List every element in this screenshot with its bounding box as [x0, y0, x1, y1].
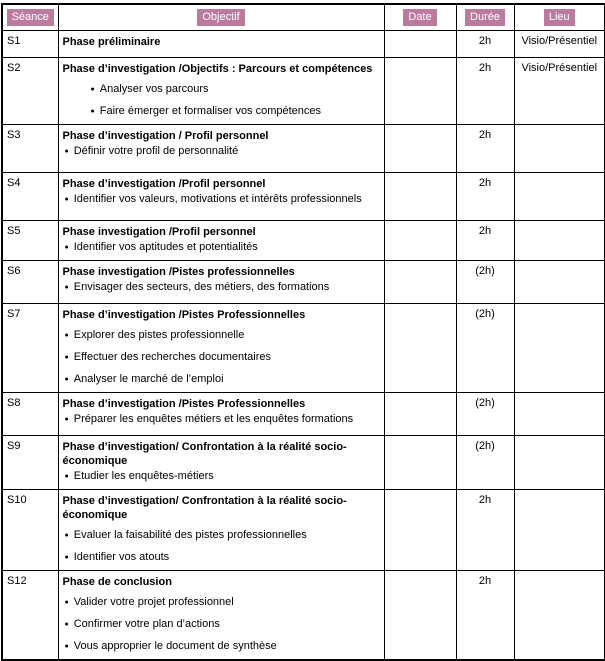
header-cell-lieu	[514, 4, 605, 30]
seance-cell	[2, 260, 58, 303]
objectif-cell	[58, 30, 384, 57]
bullet-icon: ●	[64, 472, 69, 480]
bullet-item	[65, 412, 380, 428]
lieu-cell	[514, 260, 605, 303]
objectif-cell	[58, 489, 384, 570]
table-row	[2, 172, 605, 220]
bullet-icon: ●	[64, 375, 69, 383]
date-cell	[384, 220, 456, 260]
bullet-text: Définir votre profil de personnalité	[73, 144, 239, 157]
objectif-bullets	[63, 280, 380, 296]
bullet-text: Valider votre projet professionnel	[73, 595, 234, 608]
lieu-cell	[514, 303, 605, 392]
lieu-cell	[514, 124, 605, 172]
date-cell	[384, 489, 456, 570]
seance-id: S7	[7, 307, 21, 320]
bullet-icon: ●	[64, 553, 69, 561]
header-label-seance: Séance	[7, 9, 54, 26]
objectif-bullets	[63, 240, 380, 256]
objectif-cell	[58, 570, 384, 660]
duree-cell: (2h)	[456, 303, 514, 392]
objectif-bullets	[63, 328, 380, 388]
bullet-item	[65, 469, 380, 485]
bullet-icon: ●	[64, 353, 69, 361]
bullet-text: Evaluer la faisabilité des pistes professionnelles	[73, 528, 307, 541]
duree-cell: 2h	[456, 489, 514, 570]
bullet-text: Identifier vos valeurs, motivations et intérêts professionnels	[73, 192, 362, 205]
table-row	[2, 392, 605, 435]
table-row	[2, 435, 605, 489]
bullet-text: Vous approprier le document de synthèse	[73, 639, 277, 652]
duree-cell: (2h)	[456, 435, 514, 489]
bullet-text: Analyser le marché de l’emploi	[73, 372, 224, 385]
date-cell	[384, 30, 456, 57]
seance-id: S3	[7, 128, 21, 141]
table-body	[2, 30, 605, 660]
seance-cell	[2, 435, 58, 489]
bullet-text: Identifier vos aptitudes et potentialités	[73, 240, 258, 253]
bullet-item	[65, 280, 380, 296]
seance-id: S1	[7, 34, 21, 47]
seance-id: S10	[7, 493, 27, 506]
table-row	[2, 124, 605, 172]
bullet-icon: ●	[64, 195, 69, 203]
bullet-item	[65, 350, 380, 366]
table-row	[2, 220, 605, 260]
objectif-cell	[58, 172, 384, 220]
bullet-item	[65, 595, 380, 611]
bullet-item	[65, 550, 380, 566]
bullet-icon: ●	[90, 85, 95, 93]
table-row	[2, 570, 605, 660]
lieu-cell	[514, 220, 605, 260]
lieu-cell	[514, 172, 605, 220]
objectif-cell	[58, 435, 384, 489]
objectif-bullets	[63, 192, 380, 208]
objectif-cell	[58, 392, 384, 435]
bullet-text: Analyser vos parcours	[99, 82, 209, 95]
bullet-icon: ●	[64, 620, 69, 628]
duree-cell: (2h)	[456, 392, 514, 435]
lieu-cell: Visio/Présentiel	[514, 57, 605, 124]
header-cell-date	[384, 4, 456, 30]
objectif-title: Phase d’investigation / Profil personnel	[62, 129, 269, 142]
bullet-icon: ●	[90, 107, 95, 115]
objectif-title: Phase d’investigation /Profil personnel	[62, 177, 266, 190]
objectif-cell	[58, 124, 384, 172]
duree-cell: 2h	[456, 124, 514, 172]
objectif-bullets	[63, 144, 380, 160]
table-header	[2, 4, 605, 30]
bullet-item	[65, 528, 380, 544]
duree-cell: (2h)	[456, 260, 514, 303]
bullet-icon: ●	[64, 642, 69, 650]
seance-id: S5	[7, 224, 21, 237]
bullet-text: Faire émerger et formaliser vos compétences	[99, 104, 322, 117]
lieu-cell	[514, 570, 605, 660]
objectif-title: Phase d’investigation /Pistes Professionnelles	[62, 397, 306, 410]
bullet-icon: ●	[64, 147, 69, 155]
header-cell-objectif	[58, 4, 384, 30]
date-cell	[384, 435, 456, 489]
bullet-icon: ●	[64, 243, 69, 251]
duree-cell: 2h	[456, 220, 514, 260]
seance-cell	[2, 303, 58, 392]
seance-cell	[2, 489, 58, 570]
objectif-bullets	[63, 469, 380, 485]
seance-cell	[2, 124, 58, 172]
date-cell	[384, 392, 456, 435]
seance-cell	[2, 220, 58, 260]
seance-cell	[2, 30, 58, 57]
lieu-cell	[514, 435, 605, 489]
bullet-text: Envisager des secteurs, des métiers, des formations	[73, 280, 330, 293]
header-row	[2, 4, 605, 30]
bullet-icon: ●	[64, 531, 69, 539]
bullet-text: Effectuer des recherches documentaires	[73, 350, 272, 363]
duree-cell: 2h	[456, 570, 514, 660]
date-cell	[384, 57, 456, 124]
lieu-cell: Visio/Présentiel	[514, 30, 605, 57]
header-label-objectif: Objectif	[197, 9, 244, 26]
bullet-icon: ●	[64, 283, 69, 291]
table-row	[2, 303, 605, 392]
bullet-text: Identifier vos atouts	[73, 550, 170, 563]
header-label-lieu: Lieu	[544, 9, 575, 26]
bullet-item	[65, 617, 380, 633]
bullet-text: Explorer des pistes professionnelle	[73, 328, 245, 341]
seance-id: S4	[7, 176, 21, 189]
seance-id: S6	[7, 264, 21, 277]
bullet-item	[65, 372, 380, 388]
header-cell-seance	[2, 4, 58, 30]
objectif-bullets	[63, 412, 380, 428]
date-cell	[384, 570, 456, 660]
date-cell	[384, 172, 456, 220]
objectif-bullets	[63, 528, 380, 566]
bullet-text: Confirmer votre plan d’actions	[73, 617, 220, 630]
objectif-title: Phase investigation /Profil personnel	[62, 225, 256, 238]
seance-schedule-table	[1, 3, 605, 661]
bullet-item	[91, 82, 380, 98]
bullet-item	[91, 104, 380, 120]
bullet-item	[65, 192, 380, 208]
duree-cell: 2h	[456, 57, 514, 124]
objectif-title: Phase investigation /Pistes professionnelles	[62, 265, 295, 278]
objectif-title: Phase d’investigation /Pistes Professionnelles	[62, 308, 306, 321]
bullet-item	[65, 240, 380, 256]
header-label-date: Date	[403, 9, 436, 26]
bullet-text: Préparer les enquêtes métiers et les enquêtes formations	[73, 412, 354, 425]
objectif-title: Phase d’investigation /Objectifs : Parcours et compétences	[62, 62, 373, 75]
table-row	[2, 57, 605, 124]
objectif-cell	[58, 57, 384, 124]
date-cell	[384, 260, 456, 303]
objectif-title: Phase préliminaire	[62, 35, 161, 48]
objectif-title: Phase d’investigation/ Confrontation à la réalité socio-économique	[62, 440, 347, 467]
objectif-title: Phase de conclusion	[62, 575, 172, 588]
table-row	[2, 260, 605, 303]
lieu-cell	[514, 392, 605, 435]
seance-id: S9	[7, 439, 21, 452]
table-row	[2, 30, 605, 57]
date-cell	[384, 303, 456, 392]
objectif-bullets	[63, 82, 380, 120]
seance-id: S12	[7, 574, 27, 587]
objectif-title: Phase d’investigation/ Confrontation à la réalité socio-économique	[62, 494, 347, 521]
objectif-bullets	[63, 595, 380, 655]
bullet-icon: ●	[64, 331, 69, 339]
bullet-item	[65, 639, 380, 655]
seance-cell	[2, 172, 58, 220]
bullet-item	[65, 328, 380, 344]
seance-cell	[2, 570, 58, 660]
seance-id: S2	[7, 61, 21, 74]
seance-cell	[2, 57, 58, 124]
objectif-cell	[58, 303, 384, 392]
table-row	[2, 489, 605, 570]
duree-cell: 2h	[456, 172, 514, 220]
duree-cell: 2h	[456, 30, 514, 57]
date-cell	[384, 124, 456, 172]
bullet-item	[65, 144, 380, 160]
bullet-text: Etudier les enquêtes-métiers	[73, 469, 214, 482]
seance-id: S8	[7, 396, 21, 409]
bullet-icon: ●	[64, 598, 69, 606]
objectif-cell	[58, 260, 384, 303]
bullet-icon: ●	[64, 415, 69, 423]
objectif-cell	[58, 220, 384, 260]
header-label-duree: Durée	[465, 9, 505, 26]
lieu-cell	[514, 489, 605, 570]
header-cell-duree	[456, 4, 514, 30]
seance-cell	[2, 392, 58, 435]
